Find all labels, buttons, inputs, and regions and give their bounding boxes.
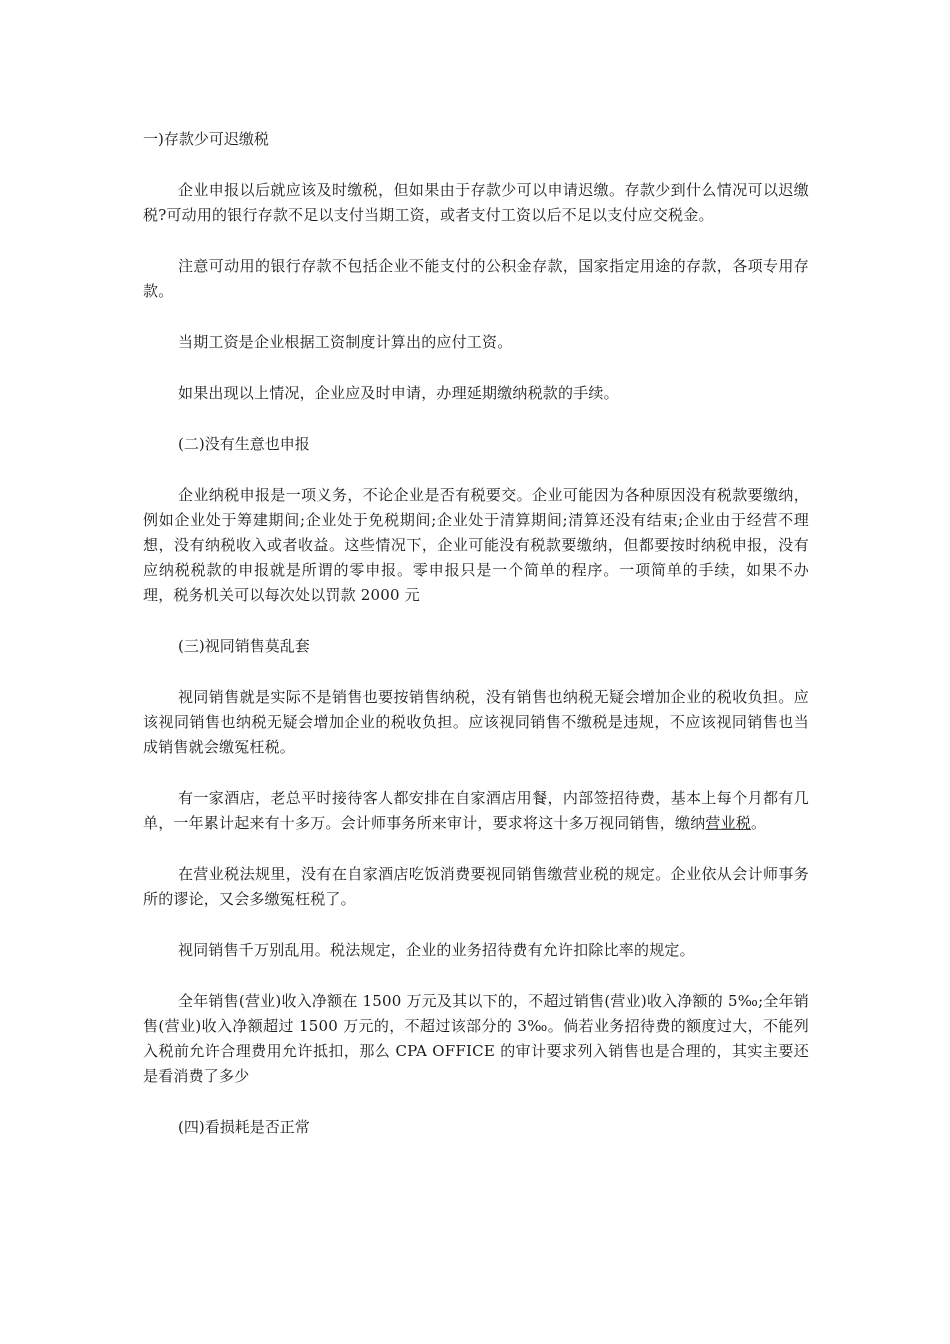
section-heading-1: 一)存款少可迟缴税 [143, 130, 269, 148]
paragraph-apply-extension: 如果出现以上情况，企业应及时申请，办理延期缴纳税款的手续。 [178, 384, 619, 402]
hotel-example-end: 。 [751, 814, 767, 832]
paragraph-hotel-example [143, 786, 809, 836]
paragraph-deemed-sales: 视同销售就是实际不是销售也要按销售纳税，没有销售也纳税无疑会增加企业的税收负担。应该视同销售也纳税无疑会增加企业的税收负担。应该视同销售不缴税是违规，不应该视同销售也当成销售就会缴冤枉税。 [143, 688, 809, 756]
paragraph-entertainment-expense: 视同销售千万别乱用。税法规定，企业的业务招待费有允许扣除比率的规定。 [178, 941, 695, 959]
document-body [143, 127, 809, 1166]
paragraph-deduction-ratio: 全年销售(营业)收入净额在 1500 万元及其以下的，不超过销售(营业)收入净额的 5‰;全年销售(营业)收入净额超过 1500 万元的，不超过该部分的 3‰。倘若业务招待费的额度过大，不能列入税前允许合理费用允许抵扣，那么 CPA OFFICE 的审计要求列入销售也是合理的，其实主要还是看消费了多少 [143, 992, 809, 1085]
paragraph-zero-declaration: 企业纳税申报是一项义务，不论企业是否有税要交。企业可能因为各种原因没有税款要缴纳，例如企业处于筹建期间;企业处于免税期间;企业处于清算期间;清算还没有结束;企业由于经营不理想，没有纳税收入或者收益。这些情况下，企业可能没有税款要缴纳，但都要按时纳税申报，没有应纳税税款的申报就是所谓的零申报。零申报只是一个简单的程序。一项简单的手续，如果不办理，税务机关可以每次处以罚款 2000 元 [143, 486, 809, 604]
hotel-example-text: 有一家酒店，老总平时接待客人都安排在自家酒店用餐，内部签招待费，基本上每个月都有几单，一年累计起来有十多万。会计师事务所来审计，要求将这十多万视同销售，缴纳 [143, 789, 809, 832]
paragraph-deferred-tax: 企业申报以后就应该及时缴税，但如果由于存款少可以申请迟缴。存款少到什么情况可以迟缴税?可动用的银行存款不足以支付当期工资，或者支付工资以后不足以支付应交税金。 [143, 181, 809, 224]
section-heading-4: (四)看损耗是否正常 [178, 1118, 310, 1136]
paragraph-business-tax-rule: 在营业税法规里，没有在自家酒店吃饭消费要视同销售缴营业税的规定。企业依从会计师事务所的谬论，又会多缴冤枉税了。 [143, 865, 809, 908]
paragraph-bank-deposit-note: 注意可动用的银行存款不包括企业不能支付的公积金存款，国家指定用途的存款，各项专用存款。 [143, 257, 809, 300]
section-heading-2: (二)没有生意也申报 [178, 435, 310, 453]
paragraph-current-wages: 当期工资是企业根据工资制度计算出的应付工资。 [178, 333, 513, 351]
section-heading-3: (三)视同销售莫乱套 [178, 637, 310, 655]
business-tax-link[interactable]: 营业税 [705, 814, 752, 832]
